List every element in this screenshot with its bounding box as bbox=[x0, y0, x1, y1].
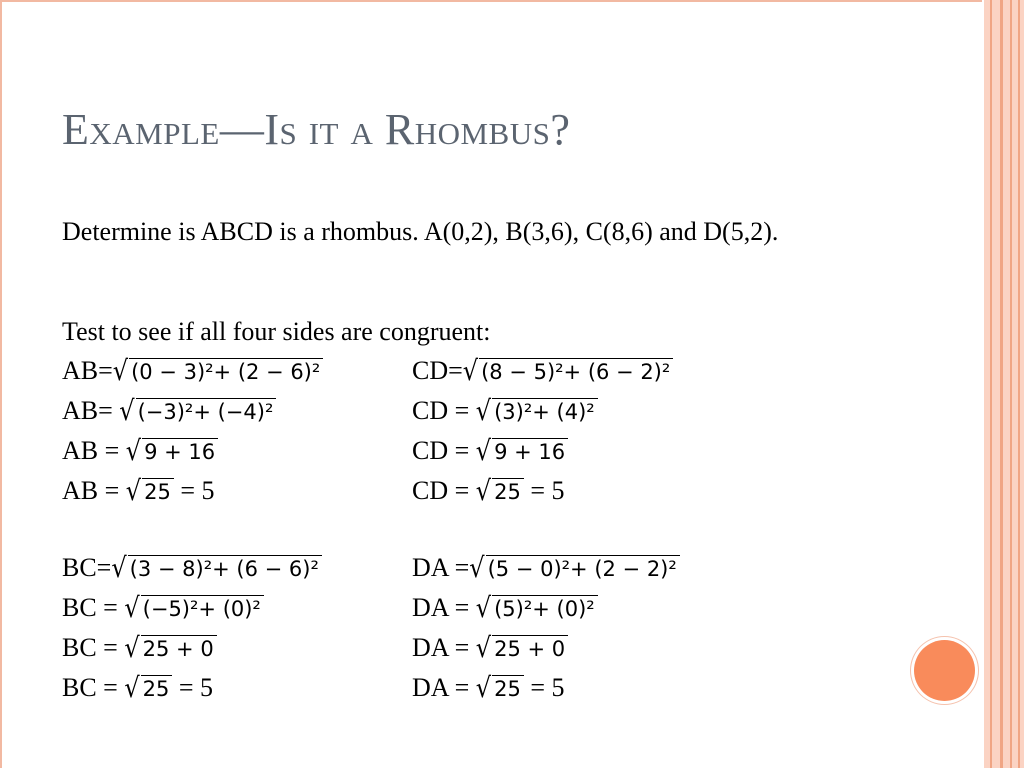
left-equation-row bbox=[62, 356, 323, 387]
square-root-icon: √ bbox=[475, 631, 492, 665]
equation-label: CD = bbox=[412, 436, 476, 465]
right-equation-row bbox=[412, 476, 564, 507]
left-equation-row bbox=[62, 633, 217, 664]
right-equation-row bbox=[412, 356, 673, 387]
square-root-icon: √ bbox=[112, 354, 129, 388]
equation-label: DA = bbox=[412, 633, 476, 662]
left-equation-row bbox=[62, 553, 322, 584]
square-root-icon: √ bbox=[124, 591, 140, 625]
equation-label: AB= bbox=[62, 356, 113, 385]
square-root-icon: √ bbox=[124, 671, 140, 705]
problem-statement: Determine is ABCD is a rhombus. A(0,2), B(3,6), C(8,6) and D(5,2). bbox=[62, 217, 779, 246]
test-instruction: Test to see if all four sides are congruent: bbox=[62, 317, 491, 346]
decorative-circle bbox=[914, 640, 975, 701]
square-root-icon: √ bbox=[475, 671, 492, 705]
equation-label: CD = bbox=[412, 396, 476, 425]
square-root-icon: √ bbox=[475, 434, 492, 468]
right-equation-row bbox=[412, 633, 568, 664]
right-equation-row bbox=[412, 553, 680, 584]
side-decoration-line bbox=[990, 0, 992, 768]
equation-result: = 5 bbox=[523, 476, 565, 505]
radicand: 25 bbox=[492, 675, 524, 701]
equation-label: DA = bbox=[412, 593, 476, 622]
equation-label: CD = bbox=[412, 476, 476, 505]
radicand: 25 + 0 bbox=[141, 635, 217, 661]
side-decoration-line bbox=[1000, 0, 1003, 768]
radicand: (−5)²+ (0)² bbox=[141, 595, 264, 621]
square-root-icon: √ bbox=[475, 394, 492, 428]
equation-label: BC = bbox=[62, 593, 125, 622]
radicand: 25 bbox=[141, 675, 173, 701]
equation-label: DA = bbox=[412, 553, 470, 582]
equation-result: = 5 bbox=[172, 673, 214, 702]
equation-label: CD= bbox=[412, 356, 463, 385]
square-root-icon: √ bbox=[469, 551, 485, 585]
left-equation-row bbox=[62, 593, 264, 624]
square-root-icon: √ bbox=[475, 474, 492, 508]
right-equation-row bbox=[412, 396, 598, 427]
square-root-icon: √ bbox=[462, 354, 479, 388]
radicand: (5)²+ (0)² bbox=[492, 595, 598, 621]
equation-result: = 5 bbox=[173, 476, 215, 505]
side-decoration-line bbox=[1018, 0, 1020, 768]
equation-label: DA = bbox=[412, 673, 476, 702]
radicand: (0 − 3)²+ (2 − 6)² bbox=[129, 358, 323, 384]
slide-title: Example—Is it a Rhombus? bbox=[62, 105, 571, 154]
left-equation-row bbox=[62, 476, 214, 507]
left-equation-row bbox=[62, 396, 276, 427]
square-root-icon: √ bbox=[475, 591, 492, 625]
radicand: (3)²+ (4)² bbox=[492, 398, 598, 424]
right-equation-row bbox=[412, 673, 564, 704]
left-equation-row bbox=[62, 673, 213, 704]
radicand: 25 + 0 bbox=[492, 635, 568, 661]
square-root-icon: √ bbox=[124, 631, 140, 665]
square-root-icon: √ bbox=[119, 394, 135, 428]
radicand: (3 − 8)²+ (6 − 6)² bbox=[128, 555, 322, 581]
right-equation-row bbox=[412, 593, 598, 624]
square-root-icon: √ bbox=[125, 434, 142, 468]
radicand: (5 − 0)²+ (2 − 2)² bbox=[486, 555, 680, 581]
radicand: 25 bbox=[142, 478, 174, 504]
equation-label: BC= bbox=[62, 553, 112, 582]
equation-label: BC = bbox=[62, 673, 125, 702]
square-root-icon: √ bbox=[111, 551, 127, 585]
equation-result: = 5 bbox=[523, 673, 565, 702]
left-equation-row bbox=[62, 436, 218, 467]
side-decoration-line bbox=[1010, 0, 1012, 768]
right-equation-row bbox=[412, 436, 568, 467]
radicand: (−3)²+ (−4)² bbox=[136, 398, 277, 424]
equation-label: BC = bbox=[62, 633, 125, 662]
equation-label: AB = bbox=[62, 436, 126, 465]
radicand: 25 bbox=[492, 478, 524, 504]
radicand: 9 + 16 bbox=[142, 438, 218, 464]
equation-label: AB= bbox=[62, 396, 120, 425]
radicand: (8 − 5)²+ (6 − 2)² bbox=[479, 358, 673, 384]
square-root-icon: √ bbox=[125, 474, 142, 508]
radicand: 9 + 16 bbox=[492, 438, 568, 464]
equation-label: AB = bbox=[62, 476, 126, 505]
